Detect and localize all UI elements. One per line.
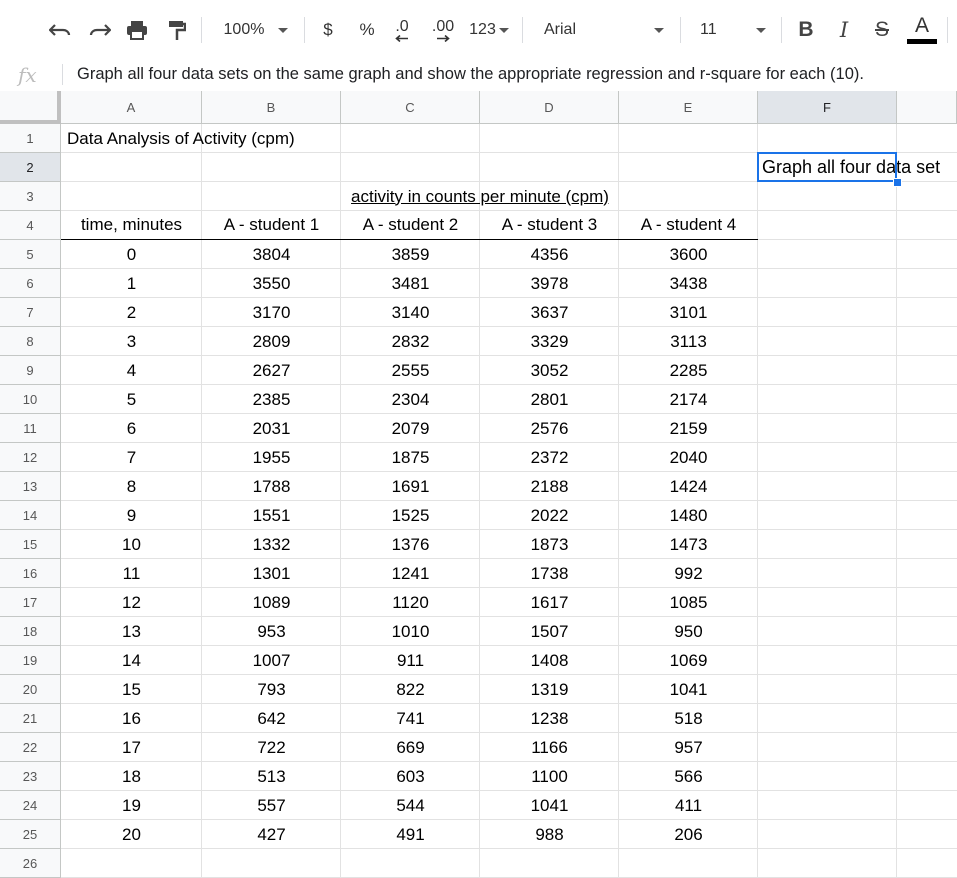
cell[interactable] bbox=[897, 182, 957, 211]
data-cell: 1241 bbox=[391, 563, 430, 583]
data-cell: 953 bbox=[257, 621, 286, 641]
cell[interactable] bbox=[897, 762, 957, 791]
data-cell: 1376 bbox=[391, 534, 430, 554]
data-cell: 2040 bbox=[669, 447, 708, 467]
data-cell: 1617 bbox=[530, 592, 569, 612]
data-cell: 3550 bbox=[252, 273, 291, 293]
chevron-down-icon bbox=[278, 28, 288, 33]
data-cell: 3481 bbox=[391, 273, 430, 293]
cell[interactable] bbox=[758, 704, 897, 733]
cell[interactable] bbox=[758, 269, 897, 298]
data-cell: 793 bbox=[257, 679, 286, 699]
data-cell: 911 bbox=[396, 650, 425, 670]
paint-format-icon[interactable] bbox=[161, 13, 193, 47]
spreadsheet-grid bbox=[0, 91, 957, 878]
cell[interactable] bbox=[897, 501, 957, 530]
data-cell: 1332 bbox=[252, 534, 291, 554]
row-header-6[interactable]: 6 bbox=[0, 269, 61, 298]
cell[interactable] bbox=[758, 646, 897, 675]
data-cell: 950 bbox=[674, 621, 703, 641]
cell[interactable] bbox=[758, 849, 897, 878]
row-header-14[interactable]: 14 bbox=[0, 501, 61, 530]
data-cell: 3140 bbox=[391, 302, 430, 322]
row-header-12[interactable]: 12 bbox=[0, 443, 61, 472]
data-cell: 992 bbox=[674, 563, 703, 583]
row-header-3[interactable]: 3 bbox=[0, 182, 61, 211]
cell[interactable] bbox=[897, 356, 957, 385]
data-cell: 3329 bbox=[530, 331, 569, 351]
column-label: time, minutes bbox=[61, 211, 202, 240]
percent-format-button[interactable]: % bbox=[359, 20, 375, 39]
strikethrough-button[interactable]: S bbox=[874, 18, 889, 41]
separator bbox=[781, 17, 782, 43]
data-cell: 3804 bbox=[252, 244, 291, 264]
data-cell: 988 bbox=[535, 824, 564, 844]
cell[interactable] bbox=[758, 762, 897, 791]
data-cell: 3978 bbox=[530, 273, 569, 293]
data-cell: 3170 bbox=[252, 302, 291, 322]
column-label: A - student 1 bbox=[202, 211, 341, 240]
data-cell: 1955 bbox=[252, 447, 291, 467]
cell[interactable] bbox=[61, 153, 202, 182]
cell[interactable] bbox=[480, 849, 619, 878]
cell[interactable] bbox=[758, 733, 897, 762]
activity-group-header-text: activity in counts per minute (cpm) bbox=[351, 186, 609, 206]
cell[interactable] bbox=[341, 849, 480, 878]
data-cell: 1085 bbox=[669, 592, 708, 612]
fx-icon: fx bbox=[18, 63, 37, 87]
print-icon[interactable] bbox=[121, 13, 153, 47]
data-cell: 2801 bbox=[530, 389, 569, 409]
data-cell: 642 bbox=[257, 708, 286, 728]
data-cell: 2022 bbox=[530, 505, 569, 525]
cell[interactable] bbox=[897, 675, 957, 704]
select-all-corner[interactable] bbox=[0, 91, 61, 124]
text-color-swatch bbox=[907, 39, 937, 44]
data-cell: 10 bbox=[122, 534, 141, 554]
decrease-decimal-button[interactable] bbox=[388, 13, 416, 47]
data-cell: 2174 bbox=[669, 389, 708, 409]
column-header-b[interactable]: B bbox=[202, 91, 341, 124]
row-header-24[interactable]: 24 bbox=[0, 791, 61, 820]
bold-button[interactable]: B bbox=[798, 18, 814, 41]
arrow-left-icon bbox=[395, 35, 409, 42]
data-cell: 2079 bbox=[391, 418, 430, 438]
data-cell: 1319 bbox=[530, 679, 569, 699]
data-cell: 1424 bbox=[669, 476, 708, 496]
chevron-down-icon bbox=[756, 28, 766, 33]
row-header-4[interactable]: 4 bbox=[0, 211, 61, 240]
cell[interactable] bbox=[897, 733, 957, 762]
data-cell: 206 bbox=[674, 824, 703, 844]
number-format-select[interactable] bbox=[466, 13, 512, 47]
cell[interactable] bbox=[897, 443, 957, 472]
cell[interactable] bbox=[758, 414, 897, 443]
data-cell: 3600 bbox=[669, 244, 708, 264]
data-cell: 3052 bbox=[530, 360, 569, 380]
row-header-22[interactable]: 22 bbox=[0, 733, 61, 762]
data-cell: 2 bbox=[126, 302, 137, 322]
data-cell: 3 bbox=[126, 331, 137, 351]
data-cell: 16 bbox=[122, 708, 141, 728]
data-cell: 1301 bbox=[252, 563, 291, 583]
cell[interactable] bbox=[619, 153, 758, 182]
data-cell: 19 bbox=[122, 795, 141, 815]
data-cell: 6 bbox=[126, 418, 137, 438]
data-cell: 1691 bbox=[391, 476, 430, 496]
font-family-select[interactable] bbox=[534, 13, 670, 47]
row-header-16[interactable]: 16 bbox=[0, 559, 61, 588]
cell[interactable] bbox=[897, 298, 957, 327]
column-label: A - student 2 bbox=[341, 211, 480, 240]
data-cell: 13 bbox=[122, 621, 141, 641]
italic-button[interactable]: I bbox=[839, 18, 849, 42]
data-cell: 669 bbox=[396, 737, 425, 757]
cell[interactable] bbox=[758, 791, 897, 820]
row-header-18[interactable]: 18 bbox=[0, 617, 61, 646]
cell[interactable] bbox=[758, 240, 897, 269]
column-header-f[interactable]: F bbox=[758, 91, 897, 124]
undo-icon[interactable] bbox=[44, 13, 76, 47]
data-cell: 18 bbox=[122, 766, 141, 786]
data-cell: 2188 bbox=[530, 476, 569, 496]
cell[interactable] bbox=[897, 588, 957, 617]
cell[interactable] bbox=[202, 153, 341, 182]
cell[interactable] bbox=[897, 327, 957, 356]
cell[interactable] bbox=[897, 240, 957, 269]
cell[interactable] bbox=[758, 327, 897, 356]
data-cell: 4 bbox=[126, 360, 137, 380]
redo-icon[interactable] bbox=[84, 13, 116, 47]
cell[interactable] bbox=[897, 559, 957, 588]
text-color-button[interactable] bbox=[905, 13, 939, 47]
data-cell: 2159 bbox=[669, 418, 708, 438]
cell[interactable] bbox=[341, 124, 480, 153]
column-header-e[interactable]: E bbox=[619, 91, 758, 124]
data-cell: 1010 bbox=[391, 621, 430, 641]
data-cell: 9 bbox=[126, 505, 137, 525]
data-cell: 1873 bbox=[530, 534, 569, 554]
cell[interactable] bbox=[480, 124, 619, 153]
data-cell: 1408 bbox=[530, 650, 569, 670]
data-cell: 557 bbox=[257, 795, 286, 815]
cell[interactable] bbox=[758, 559, 897, 588]
cell[interactable] bbox=[897, 646, 957, 675]
data-cell: 741 bbox=[396, 708, 425, 728]
data-cell: 1473 bbox=[669, 534, 708, 554]
cell[interactable] bbox=[619, 124, 758, 153]
row-header-23[interactable]: 23 bbox=[0, 762, 61, 791]
data-cell: 1069 bbox=[669, 650, 708, 670]
data-cell: 544 bbox=[396, 795, 425, 815]
separator bbox=[680, 17, 681, 43]
row-header-11[interactable]: 11 bbox=[0, 414, 61, 443]
data-cell: 2385 bbox=[252, 389, 291, 409]
cell[interactable] bbox=[61, 849, 202, 878]
data-cell: 3859 bbox=[391, 244, 430, 264]
data-cell: 2285 bbox=[669, 360, 708, 380]
data-cell: 1041 bbox=[530, 795, 569, 815]
toolbar bbox=[0, 0, 957, 59]
data-cell: 15 bbox=[122, 679, 141, 699]
currency-format-button[interactable]: $ bbox=[323, 20, 333, 39]
row-header-2[interactable]: 2 bbox=[0, 153, 61, 182]
data-cell: 2832 bbox=[391, 331, 430, 351]
row-header-7[interactable]: 7 bbox=[0, 298, 61, 327]
chevron-down-icon bbox=[499, 28, 509, 33]
data-cell: 1788 bbox=[252, 476, 291, 496]
cell[interactable] bbox=[758, 588, 897, 617]
separator bbox=[62, 64, 63, 85]
column-label: A - student 4 bbox=[619, 211, 758, 240]
row-header-19[interactable]: 19 bbox=[0, 646, 61, 675]
cell[interactable] bbox=[897, 791, 957, 820]
data-cell: 20 bbox=[122, 824, 141, 844]
data-cell: 2372 bbox=[530, 447, 569, 467]
separator bbox=[947, 17, 948, 43]
data-cell: 1007 bbox=[252, 650, 291, 670]
decrease-decimal-label: .0 bbox=[395, 17, 409, 35]
data-cell: 1525 bbox=[391, 505, 430, 525]
cell[interactable] bbox=[897, 617, 957, 646]
formula-input[interactable]: Graph all four data sets on the same graph and show the appropriate regression and r-square for each (10). bbox=[77, 65, 864, 83]
separator bbox=[522, 17, 523, 43]
cell[interactable] bbox=[619, 849, 758, 878]
separator bbox=[304, 17, 305, 43]
column-label: A - student 3 bbox=[480, 211, 619, 240]
row-header-21[interactable]: 21 bbox=[0, 704, 61, 733]
data-cell: 4356 bbox=[530, 244, 569, 264]
data-cell: 1238 bbox=[530, 708, 569, 728]
increase-decimal-label: .00 bbox=[431, 17, 455, 35]
cell[interactable] bbox=[758, 820, 897, 849]
data-cell: 822 bbox=[396, 679, 425, 699]
font-size-select[interactable] bbox=[690, 13, 772, 47]
cell[interactable] bbox=[897, 211, 957, 240]
cell[interactable] bbox=[897, 124, 957, 153]
cell[interactable] bbox=[758, 356, 897, 385]
row-header-20[interactable]: 20 bbox=[0, 675, 61, 704]
data-cell: 411 bbox=[674, 795, 703, 815]
data-cell: 7 bbox=[126, 447, 137, 467]
cell[interactable] bbox=[897, 385, 957, 414]
data-cell: 2576 bbox=[530, 418, 569, 438]
font-family-value: Arial bbox=[544, 21, 577, 38]
data-cell: 3101 bbox=[669, 302, 708, 322]
data-cell: 1041 bbox=[669, 679, 708, 699]
data-cell: 1480 bbox=[669, 505, 708, 525]
row-header-10[interactable]: 10 bbox=[0, 385, 61, 414]
cell[interactable] bbox=[758, 472, 897, 501]
data-cell: 0 bbox=[126, 244, 137, 264]
column-header-g[interactable] bbox=[897, 91, 957, 124]
data-cell: 17 bbox=[122, 737, 141, 757]
font-size-value: 11 bbox=[700, 21, 717, 38]
row-header-13[interactable]: 13 bbox=[0, 472, 61, 501]
cell[interactable] bbox=[758, 617, 897, 646]
cell[interactable] bbox=[897, 414, 957, 443]
data-cell: 5 bbox=[126, 389, 137, 409]
data-cell: 722 bbox=[257, 737, 286, 757]
zoom-select[interactable] bbox=[214, 13, 298, 47]
data-cell: 2031 bbox=[252, 418, 291, 438]
formula-bar bbox=[0, 58, 957, 92]
row-header-8[interactable]: 8 bbox=[0, 327, 61, 356]
cell[interactable] bbox=[480, 153, 619, 182]
increase-decimal-button[interactable] bbox=[427, 13, 459, 47]
fill-handle[interactable] bbox=[893, 178, 902, 187]
data-cell: 1738 bbox=[530, 563, 569, 583]
data-cell: 2809 bbox=[252, 331, 291, 351]
data-cell: 1 bbox=[126, 273, 137, 293]
cell[interactable] bbox=[758, 385, 897, 414]
cell[interactable] bbox=[202, 849, 341, 878]
cell[interactable] bbox=[758, 443, 897, 472]
chevron-down-icon bbox=[654, 28, 664, 33]
data-cell: 518 bbox=[674, 708, 703, 728]
cell[interactable] bbox=[758, 675, 897, 704]
data-cell: 1100 bbox=[531, 766, 568, 786]
data-cell: 8 bbox=[126, 476, 137, 496]
column-header-d[interactable]: D bbox=[480, 91, 619, 124]
cell[interactable] bbox=[897, 849, 957, 878]
data-cell: 427 bbox=[257, 824, 286, 844]
data-cell: 2627 bbox=[252, 360, 291, 380]
row-header-1[interactable]: 1 bbox=[0, 124, 61, 153]
data-cell: 11 bbox=[122, 563, 141, 583]
cell[interactable] bbox=[341, 153, 480, 182]
data-cell: 491 bbox=[396, 824, 425, 844]
cell[interactable] bbox=[758, 501, 897, 530]
separator bbox=[201, 17, 202, 43]
zoom-value: 100% bbox=[223, 21, 265, 38]
data-cell: 3438 bbox=[669, 273, 708, 293]
data-cell: 3113 bbox=[670, 331, 707, 351]
data-cell: 1166 bbox=[531, 737, 568, 757]
row-header-17[interactable]: 17 bbox=[0, 588, 61, 617]
row-header-25[interactable]: 25 bbox=[0, 820, 61, 849]
data-cell: 957 bbox=[674, 737, 703, 757]
number-format-label: 123 bbox=[469, 21, 496, 38]
selected-cell-text: Graph all four data set bbox=[762, 157, 941, 177]
sheet-title: Data Analysis of Activity (cpm) bbox=[67, 128, 295, 148]
cell[interactable] bbox=[897, 269, 957, 298]
column-header-c[interactable]: C bbox=[341, 91, 480, 124]
cell[interactable] bbox=[897, 820, 957, 849]
data-cell: 2555 bbox=[391, 360, 430, 380]
cell[interactable] bbox=[758, 211, 897, 240]
data-cell: 14 bbox=[122, 650, 141, 670]
data-cell: 603 bbox=[396, 766, 425, 786]
column-header-a[interactable]: A bbox=[61, 91, 202, 124]
data-cell: 1120 bbox=[392, 592, 429, 612]
cell[interactable] bbox=[758, 124, 897, 153]
cell[interactable] bbox=[758, 298, 897, 327]
cell[interactable] bbox=[897, 530, 957, 559]
row-header-15[interactable]: 15 bbox=[0, 530, 61, 559]
data-cell: 2304 bbox=[391, 389, 430, 409]
cell[interactable] bbox=[897, 472, 957, 501]
row-header-5[interactable]: 5 bbox=[0, 240, 61, 269]
row-header-26[interactable]: 26 bbox=[0, 849, 61, 878]
activity-group-header bbox=[202, 182, 758, 211]
data-cell: 566 bbox=[674, 766, 703, 786]
cell[interactable] bbox=[758, 530, 897, 559]
data-cell: 1875 bbox=[391, 447, 430, 467]
data-cell: 1089 bbox=[252, 592, 291, 612]
text-color-label: A bbox=[914, 14, 929, 37]
cell[interactable] bbox=[758, 182, 897, 211]
data-cell: 1551 bbox=[252, 505, 291, 525]
data-cell: 12 bbox=[122, 592, 141, 612]
row-header-9[interactable]: 9 bbox=[0, 356, 61, 385]
data-cell: 513 bbox=[257, 766, 286, 786]
cell[interactable] bbox=[61, 182, 202, 211]
data-cell: 1507 bbox=[530, 621, 569, 641]
data-cell: 3637 bbox=[530, 302, 569, 322]
arrow-right-icon bbox=[436, 35, 450, 42]
cell[interactable] bbox=[897, 704, 957, 733]
